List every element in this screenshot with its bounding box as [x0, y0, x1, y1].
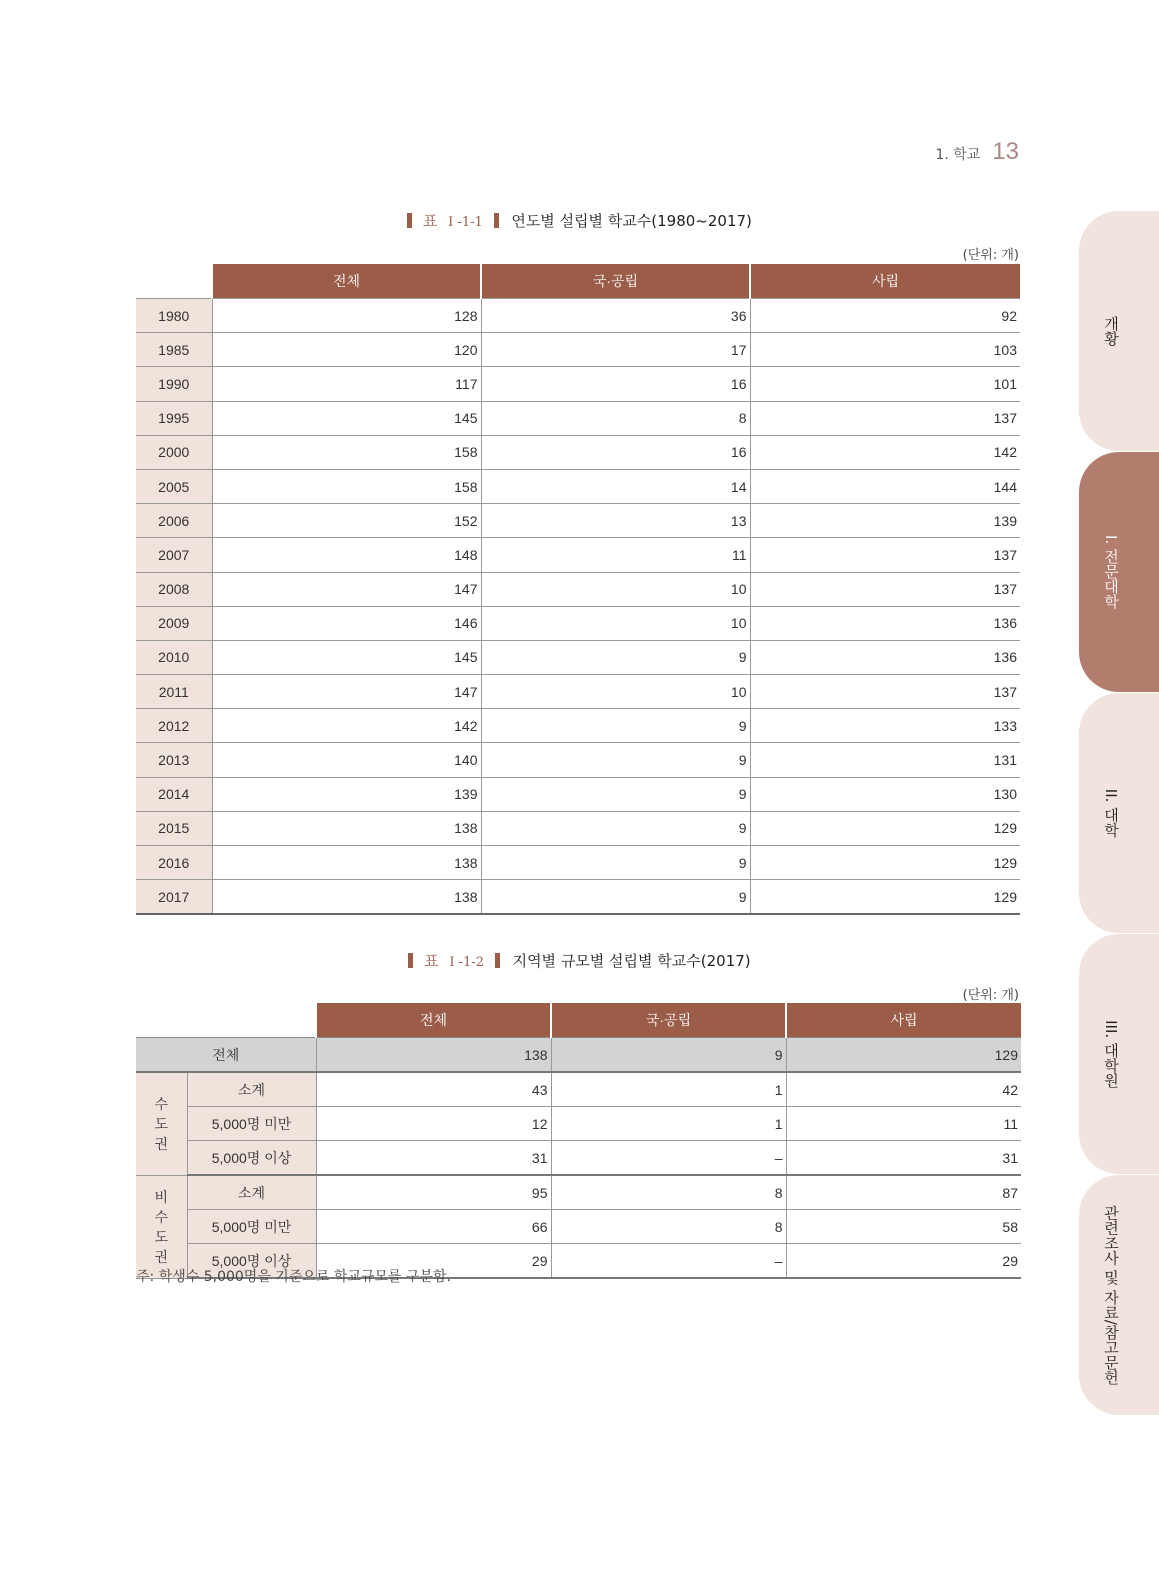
year-cell: 1985: [136, 333, 212, 367]
caption-label: 표: [422, 212, 438, 230]
caption-marker: [494, 213, 499, 228]
value-cell: 137: [750, 538, 1020, 572]
value-cell: 131: [750, 743, 1020, 777]
column-header: 사립: [750, 264, 1020, 299]
value-cell: 17: [481, 333, 750, 367]
chapter-tab-label: 개황: [1102, 316, 1120, 346]
table2-caption: [0, 950, 1159, 971]
table-row: [136, 367, 1020, 401]
value-cell: 9: [481, 811, 750, 845]
total-row: [136, 1038, 1021, 1073]
row-label: 5,000명 미만: [187, 1210, 316, 1244]
value-cell: 11: [481, 538, 750, 572]
column-header: 국·공립: [551, 1003, 786, 1038]
table-row: [136, 880, 1020, 915]
value-cell: 1: [551, 1072, 786, 1107]
row-label: 5,000명 미만: [187, 1107, 316, 1141]
column-header: 전체: [316, 1003, 551, 1038]
table2: [136, 1003, 1021, 1279]
year-cell: 2005: [136, 469, 212, 503]
value-cell: 139: [750, 504, 1020, 538]
chapter-tab[interactable]: [1079, 934, 1159, 1174]
value-cell: 138: [212, 846, 481, 880]
table-row: [136, 469, 1020, 503]
table1: [136, 264, 1020, 915]
region-char: 수: [154, 1095, 169, 1112]
page-number: 13: [992, 138, 1019, 165]
table-row: [136, 777, 1020, 811]
year-cell: 2011: [136, 675, 212, 709]
chapter-tab[interactable]: [1079, 452, 1159, 692]
value-cell: 129: [786, 1038, 1021, 1073]
region-char: 권: [154, 1248, 169, 1265]
table-row: [136, 299, 1020, 333]
value-cell: 14: [481, 469, 750, 503]
year-cell: 2006: [136, 504, 212, 538]
value-cell: 10: [481, 572, 750, 606]
value-cell: 147: [212, 572, 481, 606]
value-cell: 16: [481, 367, 750, 401]
table-row: [136, 1107, 1021, 1141]
column-header: 사립: [786, 1003, 1021, 1038]
value-cell: 117: [212, 367, 481, 401]
value-cell: 66: [316, 1210, 551, 1244]
row-label: 전체: [136, 1038, 316, 1073]
region-char: 도: [154, 1228, 169, 1245]
caption-marker: [495, 953, 500, 968]
value-cell: 139: [212, 777, 481, 811]
table-row: [136, 401, 1020, 435]
value-cell: –: [551, 1141, 786, 1176]
chapter-tab[interactable]: [1079, 1175, 1159, 1415]
table-row: [136, 675, 1020, 709]
table-row: [136, 1210, 1021, 1244]
value-cell: 9: [481, 709, 750, 743]
value-cell: 136: [750, 606, 1020, 640]
table-row: [136, 504, 1020, 538]
value-cell: 8: [551, 1175, 786, 1210]
value-cell: 9: [481, 880, 750, 915]
caption-number: I -1-2: [449, 955, 485, 970]
year-cell: 1995: [136, 401, 212, 435]
value-cell: 158: [212, 469, 481, 503]
year-cell: 2016: [136, 846, 212, 880]
value-cell: 152: [212, 504, 481, 538]
value-cell: 145: [212, 401, 481, 435]
value-cell: 87: [786, 1175, 1021, 1210]
table-row: [136, 846, 1020, 880]
year-cell: 2013: [136, 743, 212, 777]
value-cell: 129: [750, 811, 1020, 845]
value-cell: 144: [750, 469, 1020, 503]
value-cell: 31: [786, 1141, 1021, 1176]
value-cell: 29: [786, 1244, 1021, 1279]
value-cell: 1: [551, 1107, 786, 1141]
value-cell: 9: [551, 1038, 786, 1073]
value-cell: 145: [212, 640, 481, 674]
chapter-tab[interactable]: [1079, 211, 1159, 451]
value-cell: 103: [750, 333, 1020, 367]
column-header: 국·공립: [481, 264, 750, 299]
value-cell: 9: [481, 846, 750, 880]
value-cell: 11: [786, 1107, 1021, 1141]
year-cell: 1980: [136, 299, 212, 333]
row-label: 소계: [187, 1175, 316, 1210]
table2-unit: (단위: 개): [962, 988, 1019, 1003]
value-cell: 133: [750, 709, 1020, 743]
table-row: [136, 333, 1020, 367]
caption-title: 연도별 설립별 학교수(1980~2017): [511, 212, 752, 230]
value-cell: 158: [212, 435, 481, 469]
value-cell: 142: [750, 435, 1020, 469]
value-cell: 138: [212, 811, 481, 845]
row-label: 5,000명 이상: [187, 1141, 316, 1176]
chapter-tab-label: III. 대학원: [1102, 1020, 1120, 1088]
value-cell: 120: [212, 333, 481, 367]
value-cell: 92: [750, 299, 1020, 333]
value-cell: 129: [750, 846, 1020, 880]
value-cell: 138: [316, 1038, 551, 1073]
table-row: [136, 1141, 1021, 1176]
value-cell: 43: [316, 1072, 551, 1107]
table-note: 주: 학생수 5,000명을 기준으로 학교규모를 구분함.: [136, 1269, 451, 1285]
value-cell: 10: [481, 675, 750, 709]
table-row: [136, 572, 1020, 606]
page-header: [935, 138, 1019, 166]
year-cell: 1990: [136, 367, 212, 401]
value-cell: 147: [212, 675, 481, 709]
value-cell: 95: [316, 1175, 551, 1210]
year-cell: 2009: [136, 606, 212, 640]
value-cell: 136: [750, 640, 1020, 674]
value-cell: 137: [750, 675, 1020, 709]
caption-title: 지역별 규모별 설립별 학교수(2017): [512, 952, 751, 970]
value-cell: 140: [212, 743, 481, 777]
value-cell: 42: [786, 1072, 1021, 1107]
column-header: 전체: [212, 264, 481, 299]
value-cell: 10: [481, 606, 750, 640]
year-cell: 2012: [136, 709, 212, 743]
caption-marker: [408, 953, 413, 968]
table-row: [136, 811, 1020, 845]
value-cell: 130: [750, 777, 1020, 811]
table-row: [136, 1175, 1021, 1210]
corner-cell: [136, 264, 212, 299]
row-label: 소계: [187, 1072, 316, 1107]
caption-number: I -1-1: [448, 215, 483, 230]
value-cell: 9: [481, 640, 750, 674]
chapter-tab-label: 관련조사 및 자료/참고문헌: [1102, 1205, 1120, 1385]
year-cell: 2000: [136, 435, 212, 469]
table-row: [136, 606, 1020, 640]
corner-cell: [136, 1003, 316, 1038]
table-row: [136, 640, 1020, 674]
row-label: 5,000명 이상: [187, 1244, 316, 1279]
value-cell: 128: [212, 299, 481, 333]
value-cell: 9: [481, 743, 750, 777]
year-cell: 2010: [136, 640, 212, 674]
region-label: [136, 1175, 187, 1278]
value-cell: 142: [212, 709, 481, 743]
chapter-tab-label: I. 전문대학: [1102, 535, 1120, 609]
value-cell: 129: [750, 880, 1020, 915]
region-char: 권: [154, 1135, 169, 1152]
year-cell: 2017: [136, 880, 212, 915]
table-row: [136, 743, 1020, 777]
year-cell: 2014: [136, 777, 212, 811]
table-row: [136, 709, 1020, 743]
value-cell: 8: [551, 1210, 786, 1244]
region-char: 도: [154, 1115, 169, 1132]
year-cell: 2008: [136, 572, 212, 606]
table-row: [136, 1072, 1021, 1107]
region-char: 비: [154, 1188, 169, 1205]
caption-label: 표: [424, 952, 439, 970]
value-cell: 9: [481, 777, 750, 811]
value-cell: 31: [316, 1141, 551, 1176]
value-cell: 13: [481, 504, 750, 538]
value-cell: 137: [750, 401, 1020, 435]
value-cell: 137: [750, 572, 1020, 606]
year-cell: 2015: [136, 811, 212, 845]
value-cell: 148: [212, 538, 481, 572]
chapter-tab[interactable]: [1079, 693, 1159, 933]
chapter-tab-label: II. 대학: [1102, 788, 1120, 838]
year-cell: 2007: [136, 538, 212, 572]
region-label: [136, 1072, 187, 1175]
section-title: 1. 학교: [935, 147, 981, 163]
value-cell: 101: [750, 367, 1020, 401]
value-cell: 36: [481, 299, 750, 333]
value-cell: 146: [212, 606, 481, 640]
value-cell: 12: [316, 1107, 551, 1141]
region-char: 수: [154, 1208, 169, 1225]
value-cell: 29: [316, 1244, 551, 1279]
table-row: [136, 435, 1020, 469]
value-cell: 138: [212, 880, 481, 915]
value-cell: 8: [481, 401, 750, 435]
table-row: [136, 538, 1020, 572]
table1-caption: [0, 210, 1159, 231]
value-cell: 58: [786, 1210, 1021, 1244]
value-cell: 16: [481, 435, 750, 469]
table1-unit: (단위: 개): [962, 248, 1019, 263]
value-cell: –: [551, 1244, 786, 1279]
caption-marker: [407, 213, 412, 228]
